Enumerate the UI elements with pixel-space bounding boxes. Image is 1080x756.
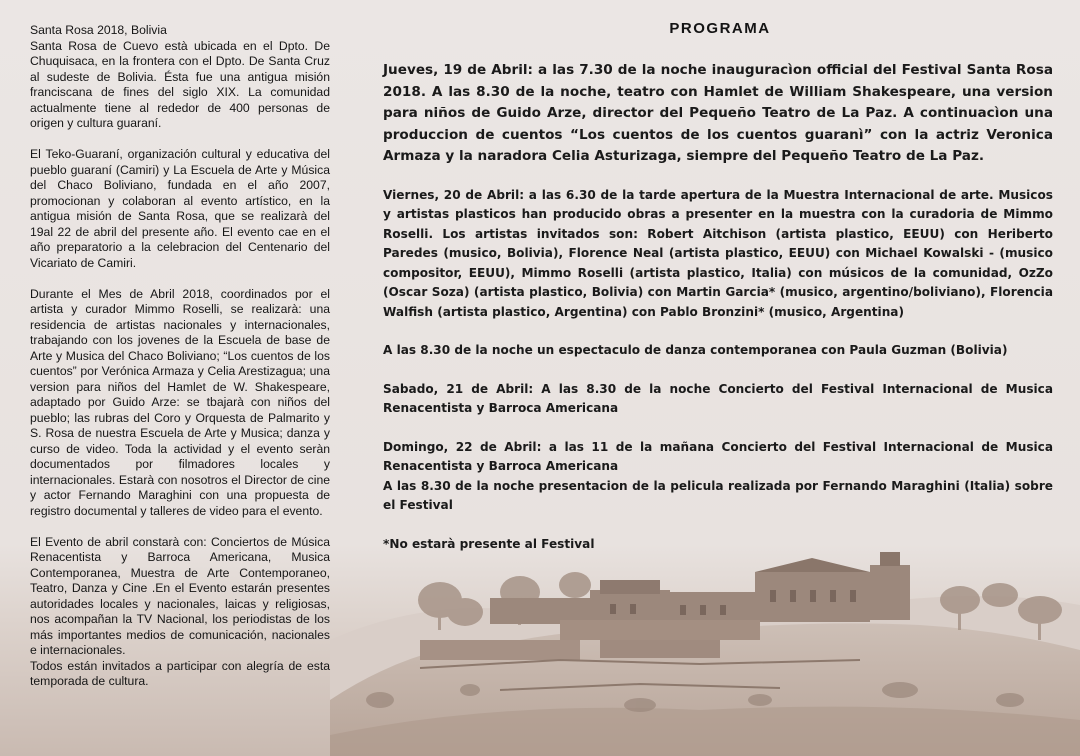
intro-paragraph-location: Santa Rosa de Cuevo està ubicada en el Dpto. De Chuquisaca, en la frontera con el Dpto. De Santa Cruz al sudeste de Bolivia. Ésta fue una antigua misión franciscana de fines del siglo XIX. La comunidad actualmente tiene al rededor de 400 personas de origen y cultura guaraní. <box>30 38 330 130</box>
programa-column <box>383 60 1053 573</box>
intro-column <box>30 23 330 690</box>
programa-jueves: Jueves, 19 de Abril: a las 7.30 de la noche inauguracìon official del Festival Santa Rosa 2018. A las 8.30 de la noche, teatro con Hamlet de William Shakespeare, una version para niños de Guido Arze, director del Pequeño Teatro de La Paz. A continuacìon una produccion de cuentos “Los cuentos de los cuentos guaranì” con la actriz Veronica Armaza y la naradora Celia Asturizaga, siempre del Pequeño Teatro de La Paz. <box>383 62 1053 164</box>
intro-paragraph-invitation: Todos están invitados a participar con alegría de esta temporada de cultura. <box>30 658 330 688</box>
programa-domingo-noche: A las 8.30 de la noche presentacion de la pelicula realizada por Fernando Maraghini (Italia) sobre el Festival <box>383 478 1053 512</box>
programa-domingo-manana: Domingo, 22 de Abril: a las 11 de la mañana Concierto del Festival Internacional de Musica Renacentista y Barroca Americana <box>383 439 1053 473</box>
intro-paragraph-residency: Durante el Mes de Abril 2018, coordinados por el artista y curador Mimmo Roselli, se realizarà: una residencia de artistas nacionales y internacionales, trabajando con los jovenes de la Escuela de base de Arte y Musica del Chaco Boliviano; “Los cuentos de los cuentos” por Verónica Armaza y Celia Arestizagua; una version para niños del Hamlet de W. Shakespeare, adaptado por Guido Arze: se tbajarà con niños del pueblo; las rubras del Coro y Orquesta de Palmarito y S. Rosa de nuestra Escuela de Arte y Musica; danza y curso de video. Toda la actividad y el evento seràn documentados por filmadores locales y internacionales. Estarà con nosotros el Director de cine y actor Fernando Maraghini con una propuesta de registro documental y talleres de video para el evento. <box>30 286 330 518</box>
intro-paragraph-organizers: El Teko-Guaraní, organización cultural y educativa del pueblo guaraní (Camiri) y La Escuela de Arte y Música del Chaco Boliviano, fundada en el año 2007, promocionan y colaboran al evento artístico, en la antigua misión de Santa Rosa, que se realizarà del 19al 22 de abril del presente año. El evento cae en el año preparatorio a la celebracion del Centenario del Vicariato de Camiri. <box>30 147 330 270</box>
programa-danza: A las 8.30 de la noche un espectaculo de danza contemporanea con Paula Guzman (Bolivia) <box>383 343 1008 357</box>
programa-viernes: Viernes, 20 de Abril: a las 6.30 de la tarde apertura de la Muestra Internacional de arte. Musicos y artistas plasticos han producido obras a presenter en la muestra con la curadoria de Mimmo Roselli. Los artistas invitados son: Robert Aitchison (artista plastico, EEUU) con Heriberto Paredes (musico, Bolivia), Florence Neal (artista plastico, EEUU) con Michael Kowalski - (musico compositor, EEUU), Mimmo Roselli (artista plastico, Italia) con músicos de la comunidad, OzZo (Oscar Soza) (artista plastico, Bolivia) con Martin Garcia* (musico, argentino/boliviano), Florencia Walfish (artista plastico, Argentina) con Pablo Bronzini* (musico, Argentina) <box>383 187 1053 319</box>
intro-paragraph-event: El Evento de abril constarà con: Conciertos de Música Renacentista y Barroca Americana, Musica Contemporanea, Muestra de Arte Contemporaneo, Teatro, Danza y Cine .En el Evento estarán presentes autoridades locales y nacionales, laicas y religiosas, nos acompañan la TV Nacional, los periodistas de los más importantes medios de comunicación, nacionales e internacionales. <box>30 534 330 657</box>
programa-nota: *No estarà presente al Festival <box>383 536 595 551</box>
programa-sabado: Sabado, 21 de Abril: A las 8.30 de la noche Concierto del Festival Internacional de Musica Renacentista y Barroca Americana <box>383 381 1053 415</box>
intro-heading: Santa Rosa 2018, Bolivia <box>30 23 167 37</box>
programa-title: PROGRAMA <box>669 20 771 37</box>
